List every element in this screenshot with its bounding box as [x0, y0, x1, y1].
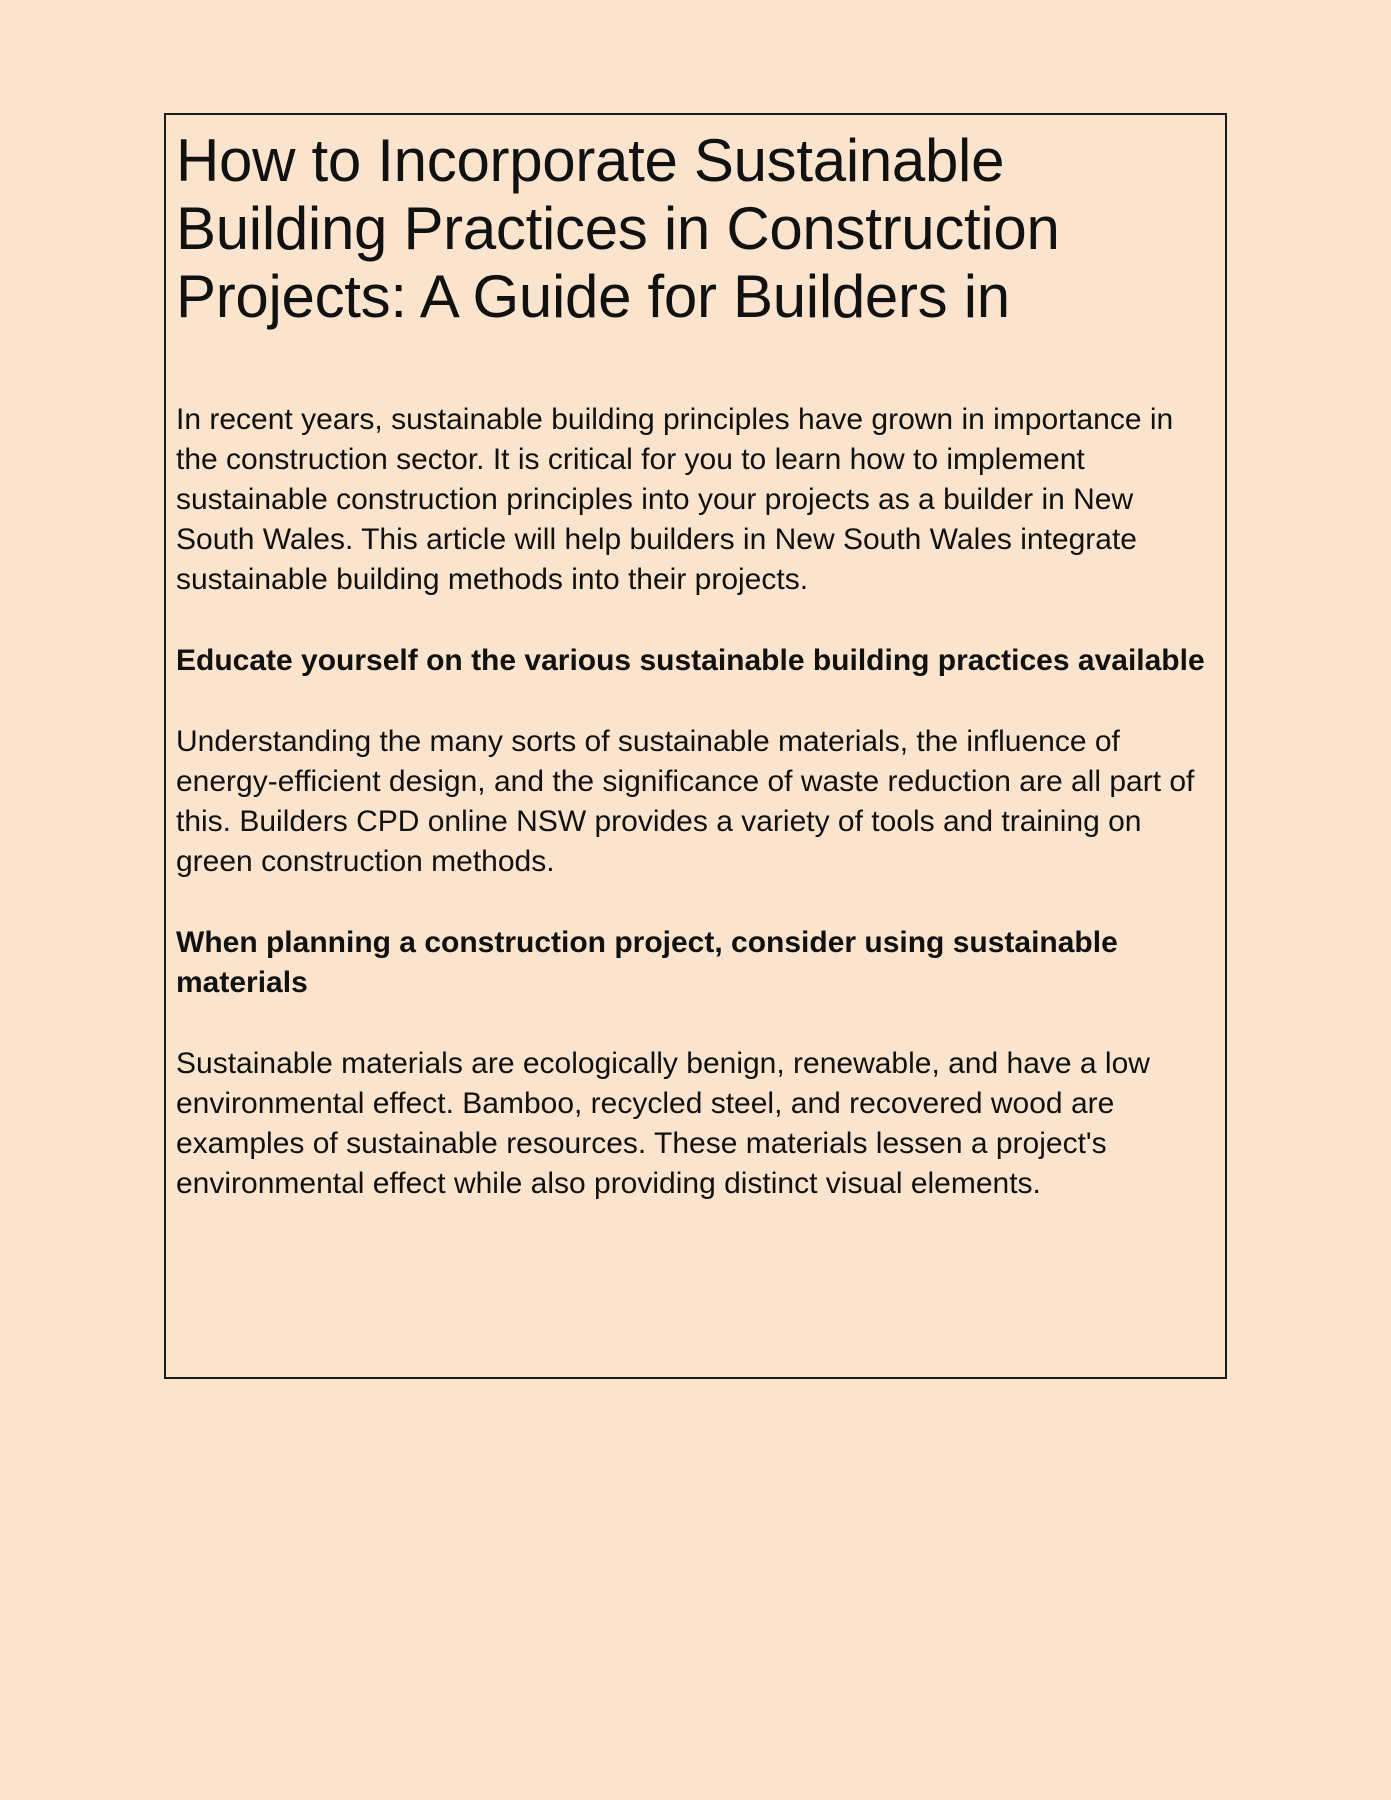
- intro-paragraph: In recent years, sustainable building principles have grown in importance in the construction sector. It is critical for you to learn how to implement sustainable construction principles into your projects as a builder in New South Wales. This article will help builders in New South Wales integrate sustainable building methods into their projects.: [176, 403, 1174, 596]
- section-heading-materials: When planning a construction project, consider using sustainable materials: [176, 926, 1118, 999]
- article-title: How to Incorporate Sustainable Building Practices in Construction Projects: A Guide for Builders in: [176, 127, 1060, 330]
- section-body-materials: Sustainable materials are ecologically benign, renewable, and have a low environmental effect. Bamboo, recycled steel, and recovered wood are examples of sustainable resources. These materials lessen a project's environmental effect while also providing distinct visual elements.: [176, 1047, 1150, 1200]
- article-frame: [164, 113, 1227, 1379]
- section-heading-educate: Educate yourself on the various sustainable building practices available: [176, 644, 1205, 677]
- section-body-educate: Understanding the many sorts of sustainable materials, the influence of energy-efficient design, and the significance of waste reduction are all part of this. Builders CPD online NSW provides a variety of tools and training on green construction methods.: [176, 725, 1195, 878]
